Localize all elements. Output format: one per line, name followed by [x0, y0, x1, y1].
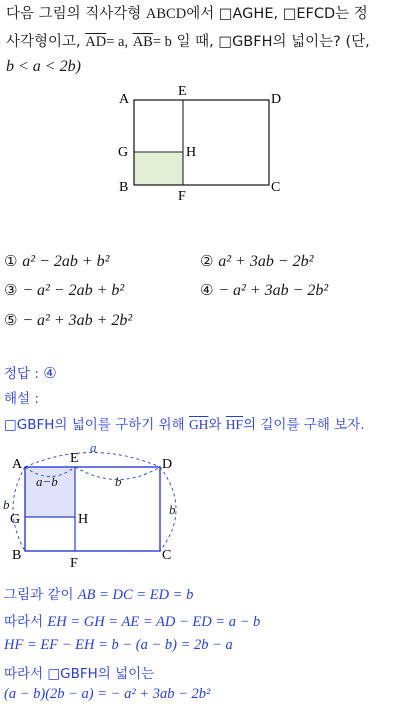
explanation-label: 해설 : — [4, 391, 39, 407]
shaded-region-gbfh — [134, 152, 183, 185]
label-b: B — [12, 548, 22, 563]
step-math: EH = GH = AE = AD − ED = a − b — [47, 614, 261, 630]
dim-label-b-left: b — [3, 497, 10, 512]
choice-number: ④ — [200, 281, 214, 299]
choice-5[interactable] — [4, 311, 132, 330]
choice-number: ⑤ — [4, 311, 18, 329]
step-2 — [4, 610, 260, 631]
question-text: 다음 그림의 직사각형 — [6, 6, 146, 22]
label-f: F — [178, 189, 186, 204]
rectangle-figure — [110, 82, 300, 204]
label-g: G — [118, 145, 129, 160]
segment-ab: $\overline{AB}$ — [132, 34, 153, 50]
dimension-arc-ab — [13, 467, 25, 551]
step-text: 따라서 — [4, 614, 48, 630]
question-line-1 — [6, 2, 368, 26]
intro-text: □GBFH의 넓이를 구하기 위해 — [4, 417, 189, 433]
label-a: A — [119, 92, 130, 107]
step-math: (a − b)(2b − a) = − a² + 3ab − 2b² — [4, 686, 211, 702]
equation-a: = a, — [106, 34, 129, 50]
choice-expression: a² − 2ab + b² — [22, 253, 110, 270]
question-text: 일 때, □GBFH의 넓이는? (단, — [171, 34, 370, 50]
answer-line — [4, 362, 57, 382]
label-e: E — [178, 84, 187, 99]
step-math: AB = DC = ED = b — [77, 587, 194, 603]
choice-4[interactable] — [200, 281, 328, 300]
choice-expression: − a² − 2ab + b² — [22, 282, 125, 299]
label-d: D — [162, 457, 173, 472]
answer-label: 정답 : — [4, 366, 39, 382]
solution-figure — [0, 436, 200, 572]
step-math: HF = EF − EH = b − (a − b) = 2b − a — [4, 637, 233, 653]
question-condition: b < a < 2b) — [6, 58, 81, 75]
step-3 — [4, 637, 233, 654]
label-a: A — [12, 457, 23, 472]
label-g: G — [10, 512, 21, 527]
dim-label-b-top: b — [115, 474, 122, 489]
choice-expression: − a² + 3ab − 2b² — [218, 282, 329, 299]
label-h: H — [78, 512, 89, 527]
label-d: D — [271, 92, 282, 107]
choice-3[interactable] — [4, 281, 124, 300]
segment-gh-label: $\overline{GH}$ — [188, 417, 209, 432]
step-1 — [4, 583, 193, 604]
question-text: 에서 □AGHE, □EFCD는 정 — [186, 6, 368, 22]
rect-name: ABCD — [145, 6, 187, 22]
choice-2[interactable] — [200, 252, 313, 271]
label-f: F — [70, 556, 78, 571]
label-e: E — [70, 451, 79, 466]
explanation-intro — [4, 413, 365, 433]
choice-expression: a² + 3ab − 2b² — [218, 253, 314, 270]
dim-label-b-right: b — [169, 502, 176, 517]
segment-ad: $\overline{AD}$ — [85, 34, 107, 50]
label-c: C — [271, 180, 281, 195]
label-c: C — [162, 548, 172, 563]
question-text: 사각형이고, — [6, 34, 86, 50]
question-line-2 — [6, 30, 370, 54]
equation-b: = b — [152, 34, 172, 50]
label-h: H — [186, 145, 197, 160]
step-5 — [4, 686, 210, 703]
answer-value: ④ — [43, 364, 57, 382]
intro-text: 와 — [208, 417, 226, 433]
choice-number: ② — [200, 252, 214, 270]
dim-label-a-minus-b: a−b — [36, 474, 58, 489]
step-4: 따라서 □GBFH의 넓이는 — [4, 666, 155, 682]
label-b: B — [119, 180, 129, 195]
choice-number: ① — [4, 252, 18, 270]
choice-number: ③ — [4, 281, 18, 299]
choice-1[interactable] — [4, 252, 109, 271]
intro-text: 의 길이를 구해 보자. — [243, 417, 365, 433]
choice-expression: − a² + 3ab + 2b² — [22, 312, 133, 329]
segment-hf-label: $\overline{HF}$ — [225, 417, 244, 432]
step-text: 그림과 같이 — [4, 587, 78, 603]
dim-label-a: a — [90, 440, 97, 455]
